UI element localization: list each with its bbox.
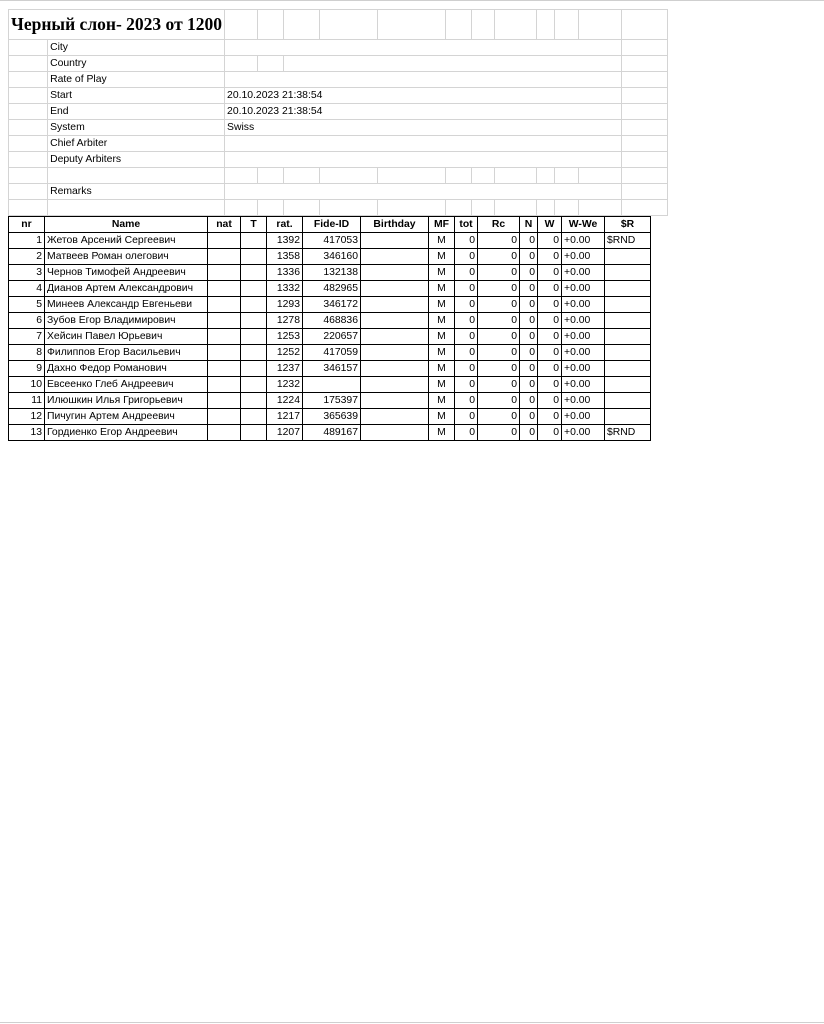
col-header-name: Name bbox=[45, 217, 208, 233]
cell-fide-id: 132138 bbox=[303, 265, 361, 281]
cell-w-we: +0.00 bbox=[562, 313, 605, 329]
cell-name: Чернов Тимофей Андреевич bbox=[45, 265, 208, 281]
cell-fide-id: 417053 bbox=[303, 233, 361, 249]
cell-fide-id: 482965 bbox=[303, 281, 361, 297]
cell-rc: 0 bbox=[478, 265, 520, 281]
player-row bbox=[9, 393, 651, 409]
player-row bbox=[9, 361, 651, 377]
cell-nat bbox=[208, 281, 241, 297]
cell-mf: M bbox=[429, 361, 455, 377]
cell-birthday bbox=[361, 377, 429, 393]
info-value-remarks bbox=[225, 184, 622, 200]
cell-name: Дианов Артем Александрович bbox=[45, 281, 208, 297]
cell-w: 0 bbox=[538, 377, 562, 393]
cell-w: 0 bbox=[538, 409, 562, 425]
cell-name: Евсеенко Глеб Андреевич bbox=[45, 377, 208, 393]
cell-t bbox=[241, 297, 267, 313]
cell-name: Зубов Егор Владимирович bbox=[45, 313, 208, 329]
cell-name: Пичугин Артем Андреевич bbox=[45, 409, 208, 425]
cell-mf: M bbox=[429, 377, 455, 393]
cell-n: 0 bbox=[520, 377, 538, 393]
cell-w-we: +0.00 bbox=[562, 393, 605, 409]
cell-rc: 0 bbox=[478, 377, 520, 393]
cell-w: 0 bbox=[538, 313, 562, 329]
cell-birthday bbox=[361, 329, 429, 345]
cell-nr: 7 bbox=[9, 329, 45, 345]
page-bottom-border bbox=[0, 1022, 824, 1023]
cell-rc: 0 bbox=[478, 297, 520, 313]
cell-dollar-r bbox=[605, 377, 651, 393]
cell-dollar-r: $RND bbox=[605, 233, 651, 249]
cell-t bbox=[241, 249, 267, 265]
cell-nat bbox=[208, 329, 241, 345]
cell-w-we: +0.00 bbox=[562, 265, 605, 281]
cell-dollar-r bbox=[605, 297, 651, 313]
col-header-tot: tot bbox=[455, 217, 478, 233]
cell-fide-id: 365639 bbox=[303, 409, 361, 425]
cell-nr: 9 bbox=[9, 361, 45, 377]
player-row bbox=[9, 329, 651, 345]
cell-fide-id: 220657 bbox=[303, 329, 361, 345]
cell-fide-id: 489167 bbox=[303, 425, 361, 441]
cell-rc: 0 bbox=[478, 345, 520, 361]
cell-nat bbox=[208, 377, 241, 393]
cell-t bbox=[241, 345, 267, 361]
cell-rating: 1237 bbox=[267, 361, 303, 377]
cell-rc: 0 bbox=[478, 233, 520, 249]
col-header-birthday: Birthday bbox=[361, 217, 429, 233]
cell-w: 0 bbox=[538, 393, 562, 409]
cell-birthday bbox=[361, 393, 429, 409]
cell-birthday bbox=[361, 281, 429, 297]
player-row bbox=[9, 297, 651, 313]
cell-rating: 1232 bbox=[267, 377, 303, 393]
cell-fide-id: 175397 bbox=[303, 393, 361, 409]
info-label-country: Country bbox=[48, 56, 225, 72]
cell-nr: 4 bbox=[9, 281, 45, 297]
cell-t bbox=[241, 361, 267, 377]
cell-t bbox=[241, 377, 267, 393]
col-header-fide-id: Fide-ID bbox=[303, 217, 361, 233]
cell-fide-id: 346172 bbox=[303, 297, 361, 313]
cell-w: 0 bbox=[538, 297, 562, 313]
info-label-remarks: Remarks bbox=[48, 184, 225, 200]
info-value-deputy-arbiters bbox=[225, 152, 622, 168]
cell-nat bbox=[208, 345, 241, 361]
cell-t bbox=[241, 281, 267, 297]
info-label-start: Start bbox=[48, 88, 225, 104]
cell-rating: 1207 bbox=[267, 425, 303, 441]
cell-n: 0 bbox=[520, 329, 538, 345]
cell-birthday bbox=[361, 265, 429, 281]
info-value-end: 20.10.2023 21:38:54 bbox=[225, 104, 622, 120]
cell-birthday bbox=[361, 345, 429, 361]
tournament-info-table bbox=[8, 9, 668, 216]
cell-w-we: +0.00 bbox=[562, 233, 605, 249]
cell-w: 0 bbox=[538, 361, 562, 377]
cell-nr: 6 bbox=[9, 313, 45, 329]
cell-t bbox=[241, 409, 267, 425]
cell-w: 0 bbox=[538, 425, 562, 441]
cell-nr: 11 bbox=[9, 393, 45, 409]
cell-w: 0 bbox=[538, 249, 562, 265]
cell-mf: M bbox=[429, 425, 455, 441]
info-value-start: 20.10.2023 21:38:54 bbox=[225, 88, 622, 104]
cell-t bbox=[241, 313, 267, 329]
cell-nr: 5 bbox=[9, 297, 45, 313]
cell-w-we: +0.00 bbox=[562, 345, 605, 361]
cell-tot: 0 bbox=[455, 313, 478, 329]
cell-nat bbox=[208, 313, 241, 329]
player-row bbox=[9, 249, 651, 265]
cell-rc: 0 bbox=[478, 425, 520, 441]
player-row bbox=[9, 425, 651, 441]
cell-fide-id: 346160 bbox=[303, 249, 361, 265]
cell-n: 0 bbox=[520, 249, 538, 265]
cell-rating: 1217 bbox=[267, 409, 303, 425]
cell-rc: 0 bbox=[478, 313, 520, 329]
cell-tot: 0 bbox=[455, 377, 478, 393]
cell-nat bbox=[208, 233, 241, 249]
cell-mf: M bbox=[429, 409, 455, 425]
info-label-deputy-arbiters: Deputy Arbiters bbox=[48, 152, 225, 168]
cell-t bbox=[241, 233, 267, 249]
cell-w-we: +0.00 bbox=[562, 361, 605, 377]
cell-nat bbox=[208, 393, 241, 409]
cell-rating: 1252 bbox=[267, 345, 303, 361]
cell-nr: 2 bbox=[9, 249, 45, 265]
cell-w: 0 bbox=[538, 281, 562, 297]
cell-mf: M bbox=[429, 313, 455, 329]
info-value-rate-of-play bbox=[225, 72, 622, 88]
cell-tot: 0 bbox=[455, 425, 478, 441]
cell-tot: 0 bbox=[455, 361, 478, 377]
cell-rc: 0 bbox=[478, 329, 520, 345]
info-label-end: End bbox=[48, 104, 225, 120]
info-value-system: Swiss bbox=[225, 120, 622, 136]
cell-name: Илюшкин Илья Григорьевич bbox=[45, 393, 208, 409]
cell-name: Дахно Федор Романович bbox=[45, 361, 208, 377]
cell-rc: 0 bbox=[478, 409, 520, 425]
cell-birthday bbox=[361, 425, 429, 441]
player-row bbox=[9, 233, 651, 249]
cell-mf: M bbox=[429, 297, 455, 313]
cell-nat bbox=[208, 297, 241, 313]
cell-tot: 0 bbox=[455, 281, 478, 297]
cell-fide-id: 468836 bbox=[303, 313, 361, 329]
spreadsheet bbox=[8, 9, 668, 441]
cell-n: 0 bbox=[520, 233, 538, 249]
cell-tot: 0 bbox=[455, 249, 478, 265]
cell-name: Филиппов Егор Васильевич bbox=[45, 345, 208, 361]
col-header-nat: nat bbox=[208, 217, 241, 233]
cell-nr: 10 bbox=[9, 377, 45, 393]
col-header-w-we: W-We bbox=[562, 217, 605, 233]
cell-n: 0 bbox=[520, 281, 538, 297]
player-row bbox=[9, 281, 651, 297]
cell-birthday bbox=[361, 249, 429, 265]
cell-mf: M bbox=[429, 393, 455, 409]
player-row bbox=[9, 313, 651, 329]
cell-mf: M bbox=[429, 329, 455, 345]
cell-nat bbox=[208, 409, 241, 425]
cell-nr: 13 bbox=[9, 425, 45, 441]
cell-n: 0 bbox=[520, 345, 538, 361]
cell-dollar-r bbox=[605, 281, 651, 297]
cell-birthday bbox=[361, 409, 429, 425]
info-label-chief-arbiter: Chief Arbiter bbox=[48, 136, 225, 152]
player-row bbox=[9, 345, 651, 361]
cell-w: 0 bbox=[538, 265, 562, 281]
cell-dollar-r bbox=[605, 345, 651, 361]
cell-dollar-r bbox=[605, 361, 651, 377]
cell-w: 0 bbox=[538, 329, 562, 345]
col-header-n: N bbox=[520, 217, 538, 233]
cell-n: 0 bbox=[520, 425, 538, 441]
cell-nr: 3 bbox=[9, 265, 45, 281]
cell-birthday bbox=[361, 297, 429, 313]
info-label-city: City bbox=[48, 40, 225, 56]
cell-name: Жетов Арсений Сергеевич bbox=[45, 233, 208, 249]
cell-mf: M bbox=[429, 233, 455, 249]
cell-dollar-r: $RND bbox=[605, 425, 651, 441]
cell-w-we: +0.00 bbox=[562, 281, 605, 297]
cell-n: 0 bbox=[520, 361, 538, 377]
cell-rating: 1392 bbox=[267, 233, 303, 249]
cell-t bbox=[241, 425, 267, 441]
cell-dollar-r bbox=[605, 393, 651, 409]
cell-rating: 1336 bbox=[267, 265, 303, 281]
cell-n: 0 bbox=[520, 313, 538, 329]
tournament-title: Черный слон- 2023 от 1200 bbox=[9, 10, 225, 40]
player-row bbox=[9, 377, 651, 393]
cell-t bbox=[241, 265, 267, 281]
cell-tot: 0 bbox=[455, 409, 478, 425]
info-value-country bbox=[225, 56, 258, 72]
cell-nat bbox=[208, 425, 241, 441]
col-header-t: T bbox=[241, 217, 267, 233]
cell-tot: 0 bbox=[455, 393, 478, 409]
player-row bbox=[9, 265, 651, 281]
cell-tot: 0 bbox=[455, 233, 478, 249]
player-row bbox=[9, 409, 651, 425]
col-header-rc: Rc bbox=[478, 217, 520, 233]
cell-rc: 0 bbox=[478, 361, 520, 377]
cell-nat bbox=[208, 361, 241, 377]
cell-birthday bbox=[361, 313, 429, 329]
cell-dollar-r bbox=[605, 329, 651, 345]
cell-tot: 0 bbox=[455, 297, 478, 313]
cell-w: 0 bbox=[538, 345, 562, 361]
players-header-row bbox=[9, 217, 651, 233]
cell-rating: 1332 bbox=[267, 281, 303, 297]
cell-w-we: +0.00 bbox=[562, 249, 605, 265]
cell-tot: 0 bbox=[455, 345, 478, 361]
cell-w-we: +0.00 bbox=[562, 425, 605, 441]
cell-w-we: +0.00 bbox=[562, 409, 605, 425]
cell-fide-id bbox=[303, 377, 361, 393]
col-header-nr: nr bbox=[9, 217, 45, 233]
cell-mf: M bbox=[429, 345, 455, 361]
page-top-border bbox=[0, 0, 824, 1]
cell-t bbox=[241, 329, 267, 345]
cell-fide-id: 346157 bbox=[303, 361, 361, 377]
cell-dollar-r bbox=[605, 265, 651, 281]
col-header-dollar-r: $R bbox=[605, 217, 651, 233]
info-label-system: System bbox=[48, 120, 225, 136]
cell-name: Гордиенко Егор Андреевич bbox=[45, 425, 208, 441]
cell-w-we: +0.00 bbox=[562, 377, 605, 393]
cell-dollar-r bbox=[605, 249, 651, 265]
cell-rating: 1358 bbox=[267, 249, 303, 265]
info-label-rate-of-play: Rate of Play bbox=[48, 72, 225, 88]
cell-rating: 1278 bbox=[267, 313, 303, 329]
cell-name: Минеев Александр Евгеньеви bbox=[45, 297, 208, 313]
cell-rc: 0 bbox=[478, 249, 520, 265]
cell-dollar-r bbox=[605, 313, 651, 329]
cell-rc: 0 bbox=[478, 393, 520, 409]
info-value-chief-arbiter bbox=[225, 136, 622, 152]
cell-nat bbox=[208, 249, 241, 265]
cell-rating: 1293 bbox=[267, 297, 303, 313]
cell-w-we: +0.00 bbox=[562, 329, 605, 345]
cell-nr: 8 bbox=[9, 345, 45, 361]
cell-w: 0 bbox=[538, 233, 562, 249]
col-header-rat: rat. bbox=[267, 217, 303, 233]
cell-tot: 0 bbox=[455, 265, 478, 281]
cell-nr: 12 bbox=[9, 409, 45, 425]
cell-nat bbox=[208, 265, 241, 281]
info-value-city bbox=[225, 40, 622, 56]
cell-birthday bbox=[361, 233, 429, 249]
cell-n: 0 bbox=[520, 393, 538, 409]
cell-n: 0 bbox=[520, 409, 538, 425]
cell-t bbox=[241, 393, 267, 409]
cell-w-we: +0.00 bbox=[562, 297, 605, 313]
cell-nr: 1 bbox=[9, 233, 45, 249]
col-header-w: W bbox=[538, 217, 562, 233]
cell-mf: M bbox=[429, 281, 455, 297]
col-header-mf: MF bbox=[429, 217, 455, 233]
cell-tot: 0 bbox=[455, 329, 478, 345]
cell-fide-id: 417059 bbox=[303, 345, 361, 361]
players-table bbox=[8, 216, 651, 441]
cell-mf: M bbox=[429, 265, 455, 281]
cell-name: Хейсин Павел Юрьевич bbox=[45, 329, 208, 345]
cell-n: 0 bbox=[520, 265, 538, 281]
cell-dollar-r bbox=[605, 409, 651, 425]
cell-rating: 1224 bbox=[267, 393, 303, 409]
cell-rating: 1253 bbox=[267, 329, 303, 345]
cell-n: 0 bbox=[520, 297, 538, 313]
cell-mf: M bbox=[429, 249, 455, 265]
cell-name: Матвеев Роман олегович bbox=[45, 249, 208, 265]
cell-birthday bbox=[361, 361, 429, 377]
cell-rc: 0 bbox=[478, 281, 520, 297]
